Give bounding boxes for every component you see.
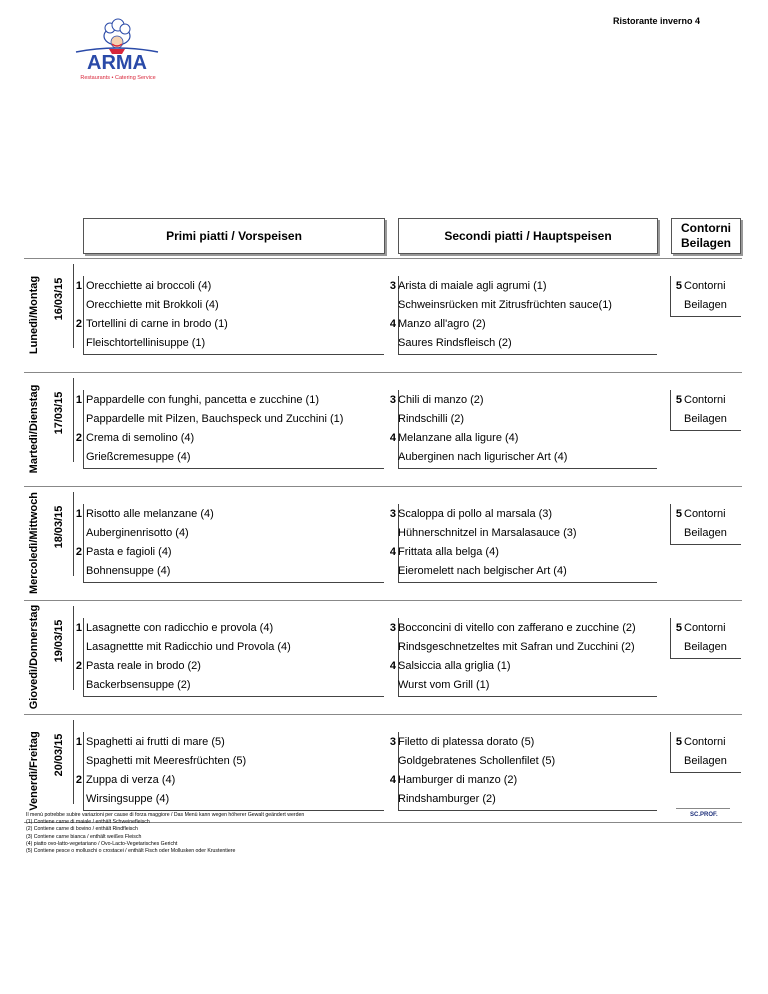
date-divider [73, 378, 74, 462]
secondo-dish-number: 3 [389, 280, 396, 292]
date-divider [73, 606, 74, 690]
footer-note: (1) Contiene carne di maiale / enthält Schweinefleisch [26, 819, 150, 826]
primo-dish-italian: Tortellini di carne in brodo (1) [86, 318, 228, 330]
day-separator [24, 486, 742, 487]
secondo-dish-italian: Bocconcini di vitello con zafferano e zucchine (2) [398, 622, 636, 634]
contorni-italian: Contorni [684, 394, 726, 406]
contorni-italian: Contorni [684, 508, 726, 520]
secondo-dish-german: Goldgebratenes Schollenfilet (5) [398, 755, 556, 767]
footer-note: (2) Contiene carne di bovino / enthält Rindfleisch [26, 826, 138, 833]
footer-notes [26, 812, 304, 855]
primo-dish-number: 2 [75, 660, 82, 672]
primo-dish-italian: Lasagnette con radicchio e provola (4) [86, 622, 274, 634]
day-separator [24, 600, 742, 601]
date-divider [73, 492, 74, 576]
contorni-german: Beilagen [684, 413, 727, 425]
primo-dish-german: Backerbsensuppe (2) [86, 679, 191, 691]
secondo-dish-number: 3 [389, 508, 396, 520]
primo-dish-italian: Orecchiette ai broccoli (4) [86, 280, 212, 292]
primo-dish-number: 1 [75, 508, 82, 520]
logo-text: ARMA [87, 52, 147, 74]
primo-dish-italian: Pappardelle con funghi, pancetta e zucchine (1) [86, 394, 319, 406]
secondo-dish-italian: Melanzane alla ligure (4) [398, 432, 519, 444]
primo-dish-italian: Zuppa di verza (4) [86, 774, 176, 786]
primo-dish-number: 2 [75, 774, 82, 786]
secondo-dish-italian: Arista di maiale agli agrumi (1) [398, 280, 547, 292]
secondo-dish-german: Rindschilli (2) [398, 413, 465, 425]
footer-note: (5) Contiene pesce o molluschi o crostacei / enthält Fisch oder Mollusken oder Krustentiere [26, 848, 236, 855]
signature-line [676, 808, 730, 809]
contorni-number: 5 [675, 508, 682, 520]
primo-dish-number: 1 [75, 622, 82, 634]
primo-dish-german: Auberginenrisotto (4) [86, 527, 189, 539]
secondo-dish-german: Rindsgeschnetzeltes mit Safran und Zucchini (2) [398, 641, 635, 653]
secondo-dish-italian: Scaloppa di pollo al marsala (3) [398, 508, 553, 520]
contorni-header: Contorni Beilagen [671, 218, 741, 254]
secondo-dish-german: Hühnerschnitzel in Marsalasauce (3) [398, 527, 577, 539]
contorni-number: 5 [675, 394, 682, 406]
footer-note: (3) Contiene carne bianca / enthält weißes Fleisch [26, 833, 142, 840]
date-label: 17/03/15 [53, 391, 65, 435]
contorni-italian: Contorni [684, 280, 726, 292]
secondo-dish-german: Rindshamburger (2) [398, 793, 496, 805]
secondo-dish-italian: Manzo all'agro (2) [398, 318, 486, 330]
arma-logo [62, 14, 172, 84]
secondo-dish-italian: Frittata alla belga (4) [398, 546, 499, 558]
contorni-german: Beilagen [684, 527, 727, 539]
secondo-dish-number: 4 [389, 546, 396, 558]
secondo-dish-german: Wurst vom Grill (1) [398, 679, 490, 691]
primo-dish-german: Fleischtortellinisuppe (1) [86, 337, 206, 349]
contorni-german: Beilagen [684, 755, 727, 767]
secondi-header: Secondi piatti / Hauptspeisen [398, 218, 658, 254]
date-label: 19/03/15 [53, 619, 65, 663]
primi-header: Primi piatti / Vorspeisen [83, 218, 385, 254]
primo-dish-german: Wirsingsuppe (4) [86, 793, 170, 805]
secondo-dish-number: 3 [389, 394, 396, 406]
day-label: Lunedì/Montag [28, 275, 40, 355]
contorni-italian: Contorni [684, 622, 726, 634]
day-separator [24, 372, 742, 373]
primo-dish-german: Grießcremesuppe (4) [86, 451, 191, 463]
primo-dish-number: 2 [75, 432, 82, 444]
primo-dish-italian: Pasta reale in brodo (2) [86, 660, 201, 672]
primo-dish-italian: Pasta e fagioli (4) [86, 546, 172, 558]
day-label: Mercoledì/Mittwoch [28, 491, 40, 595]
footer-note: Il menù potrebbe subire variazioni per cause di forza maggiore / Das Menü kann wegen höherer Gewalt geändert werden [26, 812, 305, 818]
secondo-dish-german: Auberginen nach ligurischer Art (4) [398, 451, 568, 463]
logo-tagline: Restaurants • Catering Service [80, 75, 156, 81]
secondo-dish-italian: Chili di manzo (2) [398, 394, 484, 406]
date-divider [73, 264, 74, 348]
secondo-dish-number: 4 [389, 432, 396, 444]
contorni-number: 5 [675, 736, 682, 748]
secondo-dish-number: 4 [389, 774, 396, 786]
day-label: Martedì/Dienstag [28, 384, 40, 474]
primo-dish-italian: Risotto alle melanzane (4) [86, 508, 214, 520]
primo-dish-number: 2 [75, 318, 82, 330]
contorni-italian: Contorni [684, 736, 726, 748]
primo-dish-german: Spaghetti mit Meeresfrüchten (5) [86, 755, 247, 767]
footer-note: (4) piatto ovo-latto-vegetariano / Ovo-Lacto-Vegetarisches Gericht [26, 840, 178, 847]
day-separator [24, 258, 742, 259]
secondo-dish-italian: Filetto di platessa dorato (5) [398, 736, 535, 748]
primo-dish-german: Bohnensuppe (4) [86, 565, 171, 577]
primo-dish-german: Lasagnettte mit Radicchio und Provola (4) [86, 641, 291, 653]
day-separator [24, 714, 742, 715]
secondo-dish-german: Saures Rindsfleisch (2) [398, 337, 512, 349]
date-divider [73, 720, 74, 804]
primo-dish-italian: Spaghetti ai frutti di mare (5) [86, 736, 225, 748]
secondo-dish-number: 3 [389, 622, 396, 634]
date-label: 16/03/15 [53, 277, 65, 321]
primo-dish-number: 1 [75, 736, 82, 748]
secondo-dish-german: Eieromelett nach belgischer Art (4) [398, 565, 567, 577]
restaurant-name: Ristorante inverno 4 [612, 16, 700, 26]
secondo-dish-german: Schweinsrücken mit Zitrusfrüchten sauce(1) [398, 299, 612, 311]
primo-dish-german: Pappardelle mit Pilzen, Bauchspeck und Zucchini (1) [86, 413, 344, 425]
secondo-dish-number: 3 [389, 736, 396, 748]
day-label: Venerdì/Freitag [28, 731, 40, 811]
date-label: 18/03/15 [53, 505, 65, 549]
date-label: 20/03/15 [53, 733, 65, 777]
contorni-number: 5 [675, 280, 682, 292]
secondo-dish-italian: Salsiccia alla griglia (1) [398, 660, 511, 672]
secondo-dish-italian: Hamburger di manzo (2) [398, 774, 518, 786]
primo-dish-number: 1 [75, 394, 82, 406]
primo-dish-number: 1 [75, 280, 82, 292]
contorni-german: Beilagen [684, 641, 727, 653]
primo-dish-german: Orecchiette mit Brokkoli (4) [86, 299, 219, 311]
day-label: Giovedì/Donnerstag [28, 604, 40, 710]
primo-dish-number: 2 [75, 546, 82, 558]
secondo-dish-number: 4 [389, 318, 396, 330]
secondo-dish-number: 4 [389, 660, 396, 672]
signature: SC.PROF. [690, 812, 718, 818]
contorni-german: Beilagen [684, 299, 727, 311]
contorni-number: 5 [675, 622, 682, 634]
primo-dish-italian: Crema di semolino (4) [86, 432, 195, 444]
